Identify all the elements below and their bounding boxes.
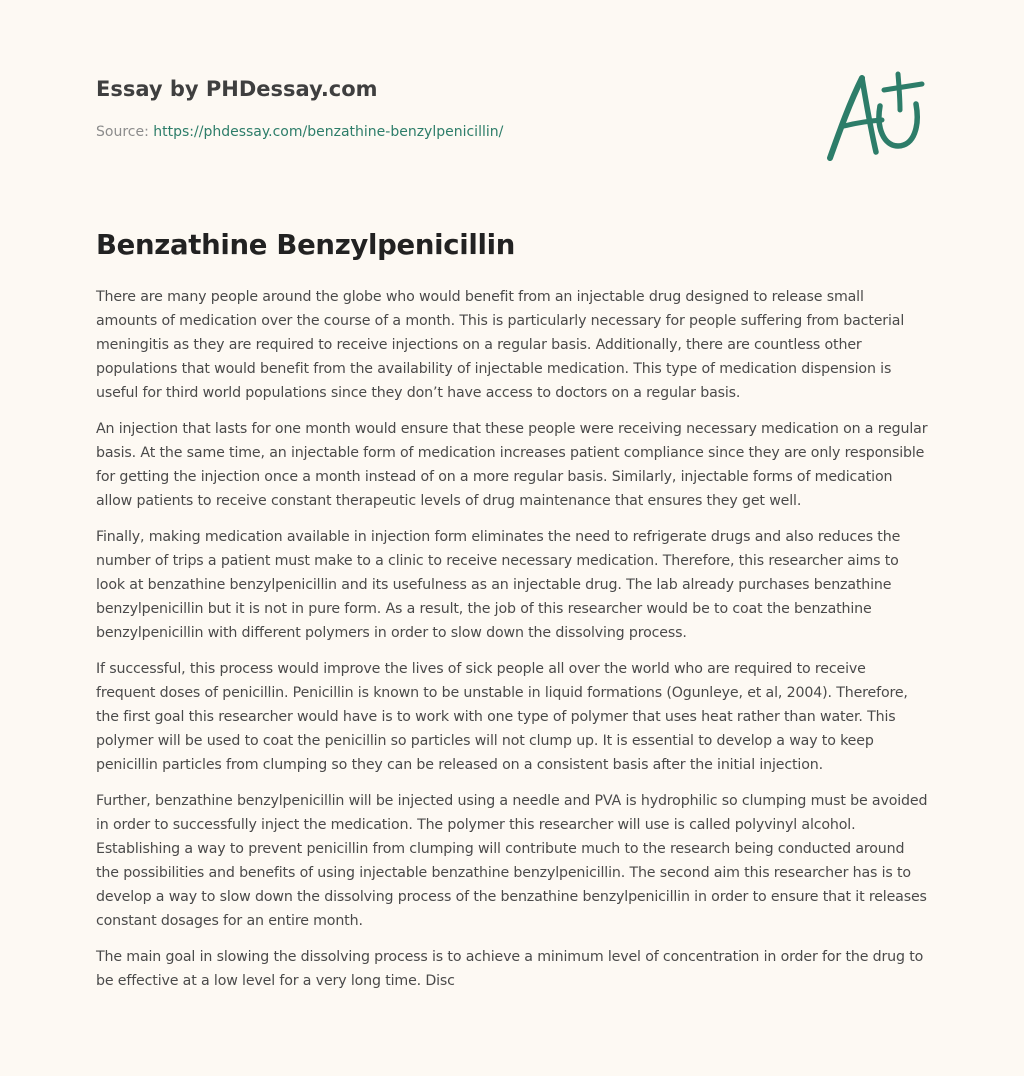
a-plus-logo-icon xyxy=(822,68,928,164)
source-link[interactable]: https://phdessay.com/benzathine-benzylpenicillin/ xyxy=(153,124,504,140)
source-label: Source: xyxy=(96,124,154,140)
essay-paragraph: An injection that lasts for one month would ensure that these people were receiving necessary medication on a regular basis. At the same time, an injectable form of medication increases patient compliance since they are only responsible for getting the injection once a month instead of on a more regular basis. Similarly, injectable forms of medication allow patients to receive constant therapeutic levels of drug maintenance that ensures they get well. xyxy=(96,421,928,509)
essay-body xyxy=(96,285,929,1005)
essay-paragraph: Further, benzathine benzylpenicillin will be injected using a needle and PVA is hydrophilic so clumping must be avoided in order to successfully inject the medication. The polymer this researcher will use is called polyvinyl alcohol. Establishing a way to prevent penicillin from clumping will contribute much to the research being conducted around the possibilities and benefits of using injectable benzathine benzylpenicillin. The second aim this researcher has is to develop a way to slow down the dissolving process of the benzathine benzylpenicillin in order to ensure that it releases constant dosages for an entire month. xyxy=(96,793,928,929)
essay-paragraph: Finally, making medication available in injection form eliminates the need to refrigerate drugs and also reduces the number of trips a patient must make to a clinic to receive necessary medication. Therefore, this researcher aims to look at benzathine benzylpenicillin and its usefulness as an injectable drug. The lab already purchases benzathine benzylpenicillin but it is not in pure form. As a result, the job of this researcher would be to coat the benzathine benzylpenicillin with different polymers in order to slow down the dissolving process. xyxy=(96,529,901,641)
essay-paragraph: There are many people around the globe who would benefit from an injectable drug designed to release small amounts of medication over the course of a month. This is particularly necessary for people suffering from bacterial meningitis as they are required to receive injections on a regular basis. Additionally, there are countless other populations that would benefit from the availability of injectable medication. This type of medication dispension is useful for third world populations since they don’t have access to doctors on a regular basis. xyxy=(96,289,905,401)
site-brand: Essay by PHDessay.com xyxy=(96,77,378,101)
essay-title: Benzathine Benzylpenicillin xyxy=(96,229,516,261)
essay-paragraph: If successful, this process would improve the lives of sick people all over the world who are required to receive frequent doses of penicillin. Penicillin is known to be unstable in liquid formations (Ogunleye, et al, 2004). Therefore, the first goal this researcher would have is to work with one type of polymer that uses heat rather than water. This polymer will be used to coat the penicillin so particles will not clump up. It is essential to develop a way to keep penicillin particles from clumping so they can be released on a consistent basis after the initial injection. xyxy=(96,661,908,773)
page-header xyxy=(96,74,936,142)
essay-paragraph: The main goal in slowing the dissolving process is to achieve a minimum level of concentration in order for the drug to be effective at a low level for a very long time. Disc xyxy=(96,949,924,989)
source-line xyxy=(96,122,936,142)
